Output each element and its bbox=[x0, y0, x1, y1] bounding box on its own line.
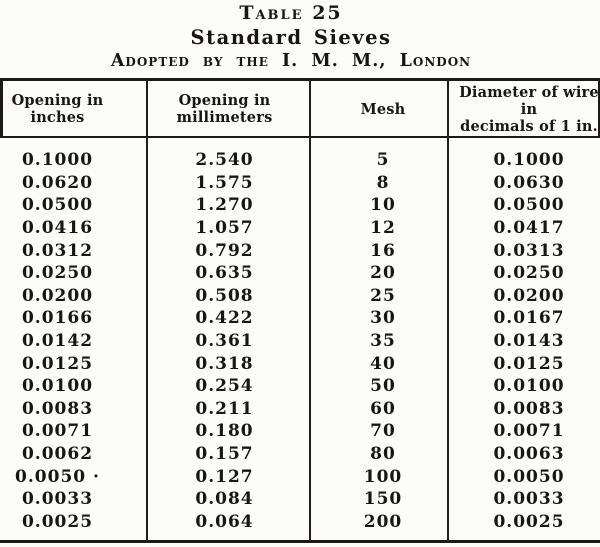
table-cell-opening_millimeters: 0.180 bbox=[195, 421, 254, 442]
table-cell-wire_diameter_in: 0.0071 bbox=[493, 421, 565, 442]
table-row bbox=[0, 262, 600, 285]
table-top-rule bbox=[0, 78, 600, 81]
table-cell-opening_millimeters: 0.157 bbox=[195, 444, 254, 465]
table-cell-opening_inches: 0.0125 bbox=[21, 353, 94, 374]
table-cell-opening_inches: 0.0142 bbox=[21, 331, 94, 352]
table-row bbox=[0, 443, 600, 466]
header-line: Diameter of wire in bbox=[459, 83, 599, 118]
table-cell-opening_millimeters: 2.540 bbox=[195, 150, 254, 171]
table-row bbox=[0, 465, 600, 488]
table-header-row bbox=[0, 82, 600, 136]
table-row bbox=[0, 307, 600, 330]
table-cell-mesh: 40 bbox=[370, 353, 396, 374]
table-row bbox=[0, 375, 600, 398]
page-subtitle: Adopted by the I. M. M., London bbox=[110, 51, 472, 71]
table-cell-wire_diameter_in: 0.0033 bbox=[493, 489, 565, 510]
table-cell-opening_inches: 0.0033 bbox=[21, 489, 94, 510]
table-cell-mesh: 200 bbox=[363, 511, 403, 532]
table-row bbox=[0, 488, 600, 511]
table-cell-opening_millimeters: 1.057 bbox=[195, 218, 254, 239]
table-cell-mesh: 70 bbox=[370, 421, 396, 442]
table-cell-opening_inches: 0.0250 bbox=[21, 263, 94, 284]
header-cell-mesh bbox=[310, 82, 448, 136]
header-cell-opening_inches bbox=[0, 82, 147, 136]
table-cell-wire_diameter_in: 0.0063 bbox=[493, 444, 565, 465]
table-row bbox=[0, 149, 600, 172]
table-cell-opening_inches: 0.1000 bbox=[21, 150, 94, 171]
table-cell-mesh: 100 bbox=[363, 466, 403, 487]
table-cell-mesh: 8 bbox=[376, 172, 390, 193]
table-cell-opening_inches: 0.0025 bbox=[21, 511, 94, 532]
table-cell-opening_inches: 0.0062 bbox=[21, 444, 94, 465]
table-cell-wire_diameter_in: 0.0050 bbox=[493, 466, 565, 487]
table-cell-wire_diameter_in: 0.0167 bbox=[493, 308, 565, 329]
table-cell-opening_inches: 0.0312 bbox=[21, 240, 94, 261]
header-cell-opening_millimeters bbox=[147, 82, 310, 136]
table-cell-opening_inches: 0.0100 bbox=[21, 376, 94, 397]
table-cell-opening_inches: 0.0416 bbox=[21, 218, 94, 239]
table-cell-opening_millimeters: 0.792 bbox=[195, 240, 254, 261]
table-cell-opening_millimeters: 0.084 bbox=[195, 489, 254, 510]
table-cell-opening_inches: 0.0050 · bbox=[15, 466, 100, 487]
table-cell-wire_diameter_in: 0.0025 bbox=[493, 511, 565, 532]
header-line: decimals of 1 in. bbox=[460, 117, 598, 135]
table-cell-wire_diameter_in: 0.0143 bbox=[493, 331, 565, 352]
table-row bbox=[0, 420, 600, 443]
header-line: Opening in bbox=[178, 92, 271, 109]
table-cell-opening_inches: 0.0083 bbox=[21, 398, 94, 419]
table-cell-opening_inches: 0.0500 bbox=[21, 195, 94, 216]
table-cell-mesh: 25 bbox=[370, 285, 396, 306]
table-cell-opening_millimeters: 0.635 bbox=[195, 263, 254, 284]
table-cell-opening_millimeters: 0.211 bbox=[195, 398, 254, 419]
table-row bbox=[0, 217, 600, 240]
table-cell-wire_diameter_in: 0.1000 bbox=[493, 150, 565, 171]
table-cell-opening_millimeters: 1.270 bbox=[195, 195, 254, 216]
table-cell-opening_millimeters: 0.318 bbox=[195, 353, 254, 374]
table-cell-mesh: 5 bbox=[376, 150, 390, 171]
table-body bbox=[0, 149, 600, 533]
header-bottom-rule bbox=[0, 136, 600, 138]
table-cell-mesh: 60 bbox=[370, 398, 396, 419]
table-cell-opening_millimeters: 0.064 bbox=[195, 511, 254, 532]
table-row bbox=[0, 285, 600, 308]
header-cell-wire_diameter_in bbox=[448, 82, 600, 136]
table-row bbox=[0, 172, 600, 195]
table-cell-wire_diameter_in: 0.0100 bbox=[493, 376, 565, 397]
table-cell-mesh: 50 bbox=[370, 376, 396, 397]
table-cell-opening_millimeters: 0.361 bbox=[195, 331, 254, 352]
table-cell-wire_diameter_in: 0.0125 bbox=[493, 353, 565, 374]
header-line: Mesh bbox=[360, 100, 406, 118]
table-cell-wire_diameter_in: 0.0500 bbox=[493, 195, 565, 216]
table-cell-mesh: 16 bbox=[370, 240, 396, 261]
table-row bbox=[0, 330, 600, 353]
table-cell-opening_inches: 0.0071 bbox=[21, 421, 94, 442]
table-cell-wire_diameter_in: 0.0200 bbox=[493, 285, 565, 306]
table-cell-opening_inches: 0.0166 bbox=[21, 308, 94, 329]
table-cell-opening_millimeters: 0.127 bbox=[195, 466, 254, 487]
table-cell-mesh: 35 bbox=[370, 331, 396, 352]
table-cell-opening_inches: 0.0200 bbox=[21, 285, 94, 306]
table-cell-wire_diameter_in: 0.0083 bbox=[493, 398, 565, 419]
table-cell-mesh: 30 bbox=[370, 308, 396, 329]
table-cell-wire_diameter_in: 0.0630 bbox=[493, 172, 565, 193]
table-number: Table 25 bbox=[239, 2, 343, 24]
table-cell-opening_millimeters: 0.508 bbox=[195, 285, 254, 306]
table-cell-mesh: 10 bbox=[370, 195, 396, 216]
table-cell-opening_millimeters: 0.422 bbox=[195, 308, 254, 329]
table-bottom-rule bbox=[0, 540, 600, 543]
table-cell-wire_diameter_in: 0.0313 bbox=[493, 240, 565, 261]
table-cell-mesh: 80 bbox=[370, 444, 396, 465]
table-cell-wire_diameter_in: 0.0417 bbox=[493, 218, 565, 239]
header-line: Opening in bbox=[11, 92, 104, 109]
table-row bbox=[0, 352, 600, 375]
table-cell-mesh: 150 bbox=[363, 489, 403, 510]
table-row bbox=[0, 194, 600, 217]
table-row bbox=[0, 398, 600, 421]
table-cell-opening_millimeters: 0.254 bbox=[195, 376, 254, 397]
table-cell-mesh: 20 bbox=[370, 263, 396, 284]
table-row bbox=[0, 511, 600, 534]
table-cell-opening_inches: 0.0620 bbox=[21, 172, 94, 193]
table-cell-mesh: 12 bbox=[370, 218, 396, 239]
table-cell-opening_millimeters: 1.575 bbox=[195, 172, 254, 193]
header-line: millimeters bbox=[176, 109, 273, 126]
page-title: Standard Sieves bbox=[190, 26, 392, 49]
header-line: inches bbox=[30, 109, 85, 126]
table-row bbox=[0, 239, 600, 262]
table-cell-wire_diameter_in: 0.0250 bbox=[493, 263, 565, 284]
